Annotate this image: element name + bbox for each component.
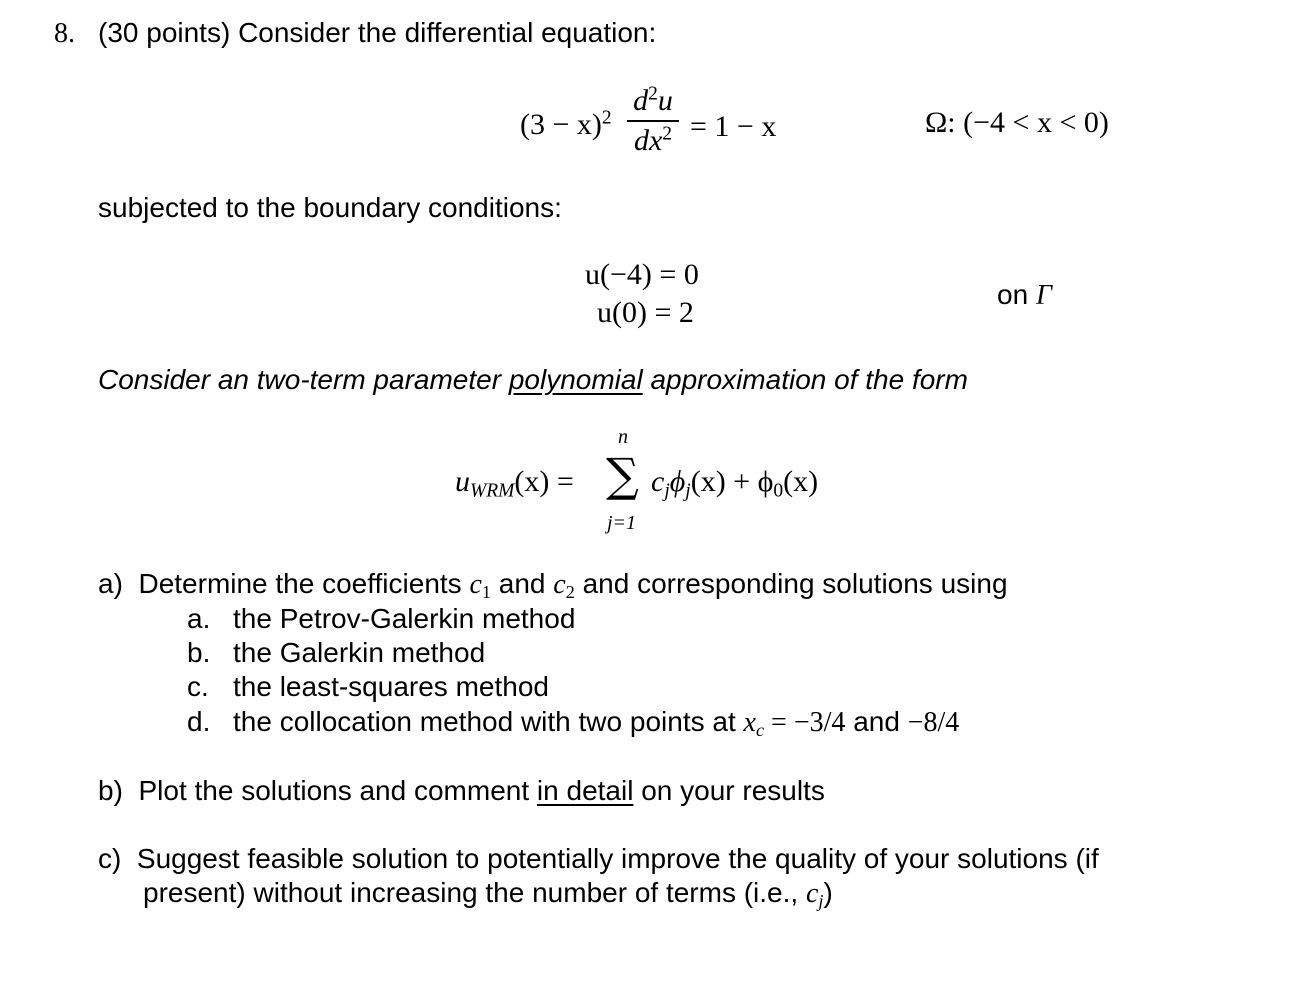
sum-lower-limit: j=1 bbox=[607, 512, 637, 534]
sub-item-b: b. the Galerkin method bbox=[187, 637, 486, 668]
equation-domain: Ω: (−4 < x < 0) bbox=[925, 106, 1109, 139]
fraction-bar bbox=[627, 120, 679, 122]
part-a: a) Determine the coefficients $c_1$ and $c_2$ and corresponding solutions using bbox=[98, 568, 1008, 603]
bc-line-2: u(0) = 2 bbox=[597, 296, 694, 329]
bc-on-gamma: on Γ bbox=[997, 279, 1052, 311]
sum-symbol: ∑ bbox=[606, 448, 639, 502]
sum-upper-limit: n bbox=[618, 426, 628, 448]
approx-intro: Consider an two-term parameter polynomial approximation of the form bbox=[98, 364, 968, 395]
equation-numerator: $d^2u$ bbox=[633, 83, 673, 117]
problem-header: (30 points) Consider the differential equation: bbox=[98, 17, 657, 48]
bc-intro: subjected to the boundary conditions: bbox=[98, 192, 562, 223]
equation-denominator: $dx^2$ bbox=[633, 123, 673, 157]
equation-rhs: = 1 − x bbox=[690, 110, 777, 143]
equation-lhs-factor: $(3 - x)^2$ bbox=[520, 107, 612, 141]
sub-item-d: d. the collocation method with two points at $x_c = -3/4$ and −8/4 bbox=[187, 706, 960, 741]
sub-item-c: c. the least-squares method bbox=[187, 671, 549, 702]
approx-lhs: $u_{WRM}(x)$ = bbox=[455, 465, 574, 502]
sub-item-a: a. the Petrov-Galerkin method bbox=[187, 603, 576, 634]
problem-number: 8. bbox=[54, 18, 75, 49]
part-b: b) Plot the solutions and comment in detail on your results bbox=[98, 775, 825, 806]
part-c-line-2: present) without increasing the number of terms (i.e., $c_j$) bbox=[143, 877, 833, 912]
equation-fraction bbox=[627, 84, 679, 158]
approx-terms: $c_j\phi_j(x) + \phi_0(x)$ bbox=[651, 465, 819, 502]
bc-line-1: u(−4) = 0 bbox=[585, 258, 699, 291]
part-c-line-1: c) Suggest feasible solution to potentially improve the quality of your solutions (if bbox=[98, 843, 1099, 874]
